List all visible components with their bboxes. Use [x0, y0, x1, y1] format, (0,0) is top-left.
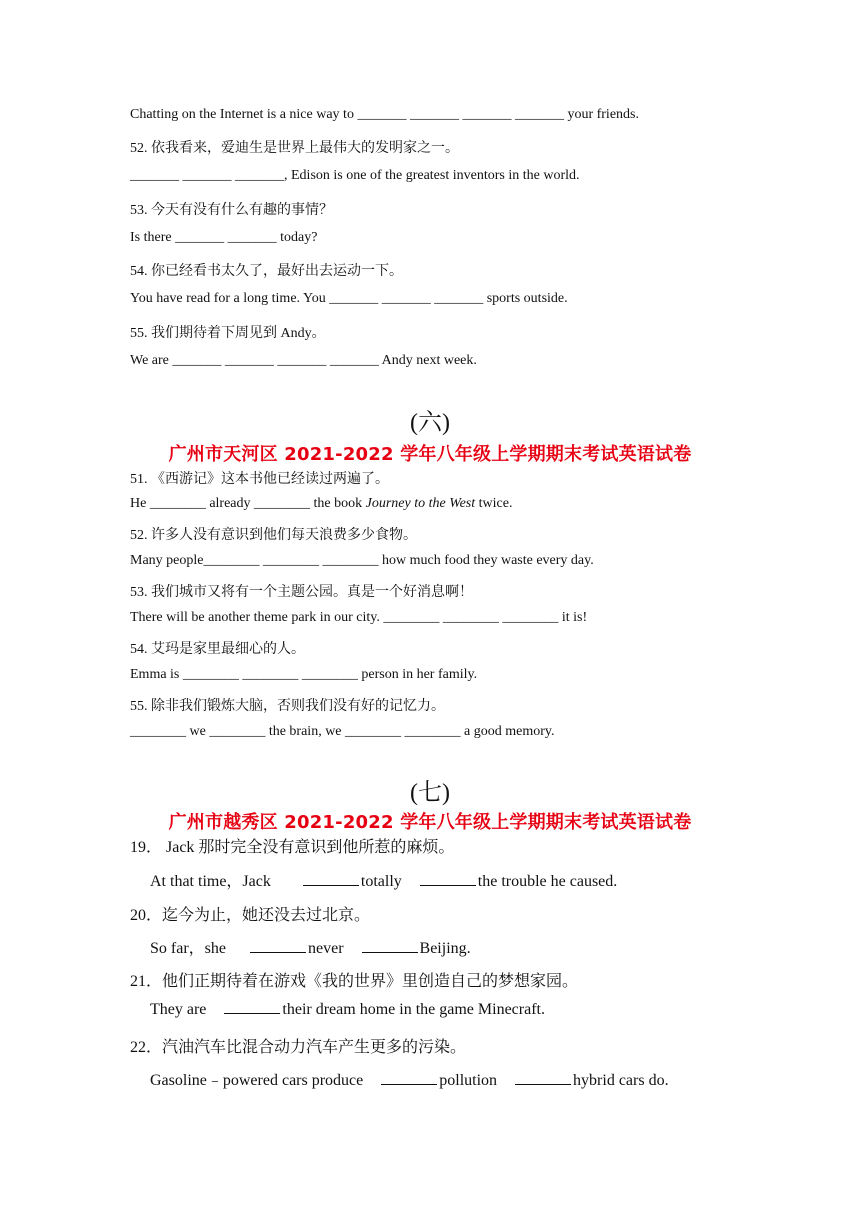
question-55-chinese: 55. 我们期待着下周见到 Andy。: [130, 326, 326, 341]
q21-part-a: They are: [150, 1001, 207, 1018]
question-55-english: ________ we ________ the brain, we ________ ________ a good memory.: [130, 724, 555, 739]
question-52-english: _______ _______ _______, Edison is one of the greatest inventors in the world.: [130, 168, 580, 183]
q19-part-a: At that time，Jack: [150, 873, 271, 890]
question-22-english: [150, 1067, 669, 1090]
question-51-english: [130, 496, 512, 512]
question-51-chinese: 51. 《西游记》这本书他已经读过两遍了。: [130, 472, 389, 487]
q51-part-a: He ________ already ________ the book: [130, 496, 366, 511]
q22-part-b: pollution: [439, 1072, 498, 1089]
question-52-chinese: 52. 依我看来，爱迪生是世界上最伟大的发明家之一。: [130, 141, 459, 156]
q20-part-a: So far，she: [150, 940, 226, 957]
q19-part-c: the trouble he caused.: [477, 873, 618, 890]
section-6-number: (六): [410, 410, 450, 436]
question-21-chinese: 21．他们正期待着在游戏《我的世界》里创造自己的梦想家园。: [130, 973, 579, 990]
answer-blank: [250, 951, 306, 953]
question-55-english: We are _______ _______ _______ _______ Andy next week.: [130, 353, 477, 368]
answer-blank: [362, 951, 418, 953]
question-20-chinese: 20．迄今为止，她还没去过北京。: [130, 907, 371, 924]
sentence-line: Chatting on the Internet is a nice way to _______ _______ _______ _______ your friends.: [130, 107, 639, 122]
question-54-chinese: 54. 艾玛是家里最细心的人。: [130, 642, 305, 657]
q22-part-c: hybrid cars do.: [573, 1072, 669, 1089]
question-53-english: Is there _______ _______ today?: [130, 230, 318, 245]
q20-part-b: never: [308, 940, 344, 957]
question-20-english: [150, 935, 471, 958]
q20-part-c: Beijing.: [419, 940, 471, 957]
question-53-english: There will be another theme park in our city. ________ ________ ________ it is!: [130, 610, 588, 625]
answer-blank: [420, 884, 476, 886]
question-53-chinese: 53. 我们城市又将有一个主题公园。真是一个好消息啊！: [130, 585, 473, 600]
question-19-english: [150, 868, 617, 891]
q22-part-a: Gasoline﹣powered cars produce: [150, 1072, 364, 1089]
q51-part-b: twice.: [475, 496, 513, 511]
answer-blank: [303, 884, 359, 886]
question-54-english: Emma is ________ ________ ________ person in her family.: [130, 667, 478, 682]
question-54-chinese: 54. 你已经看书太久了，最好出去运动一下。: [130, 264, 403, 279]
section-7-title: 广州市越秀区 2021-2022 学年八年级上学期期末考试英语试卷: [168, 812, 692, 833]
section-7-number: (七): [410, 780, 450, 806]
question-22-chinese: 22．汽油汽车比混合动力汽车产生更多的污染。: [130, 1039, 467, 1056]
question-19-chinese: 19． Jack 那时完全没有意识到他所惹的麻烦。: [130, 839, 455, 856]
question-54-english: You have read for a long time. You _______ _______ _______ sports outside.: [130, 291, 568, 306]
q51-book-title: Journey to the West: [365, 496, 476, 511]
answer-blank: [381, 1083, 437, 1085]
answer-blank: [224, 1012, 280, 1014]
q19-part-b: totally: [360, 873, 402, 890]
question-52-chinese: 52. 许多人没有意识到他们每天浪费多少食物。: [130, 528, 417, 543]
question-53-chinese: 53. 今天有没有什么有趣的事情？: [130, 203, 333, 218]
answer-blank: [515, 1083, 571, 1085]
question-21-english: [150, 1001, 545, 1019]
section-6-title: 广州市天河区 2021-2022 学年八年级上学期期末考试英语试卷: [168, 444, 692, 465]
q21-part-b: their dream home in the game Minecraft.: [282, 1001, 545, 1018]
question-55-chinese: 55. 除非我们锻炼大脑，否则我们没有好的记忆力。: [130, 699, 445, 714]
question-52-english: Many people________ ________ ________ how much food they waste every day.: [130, 553, 594, 568]
